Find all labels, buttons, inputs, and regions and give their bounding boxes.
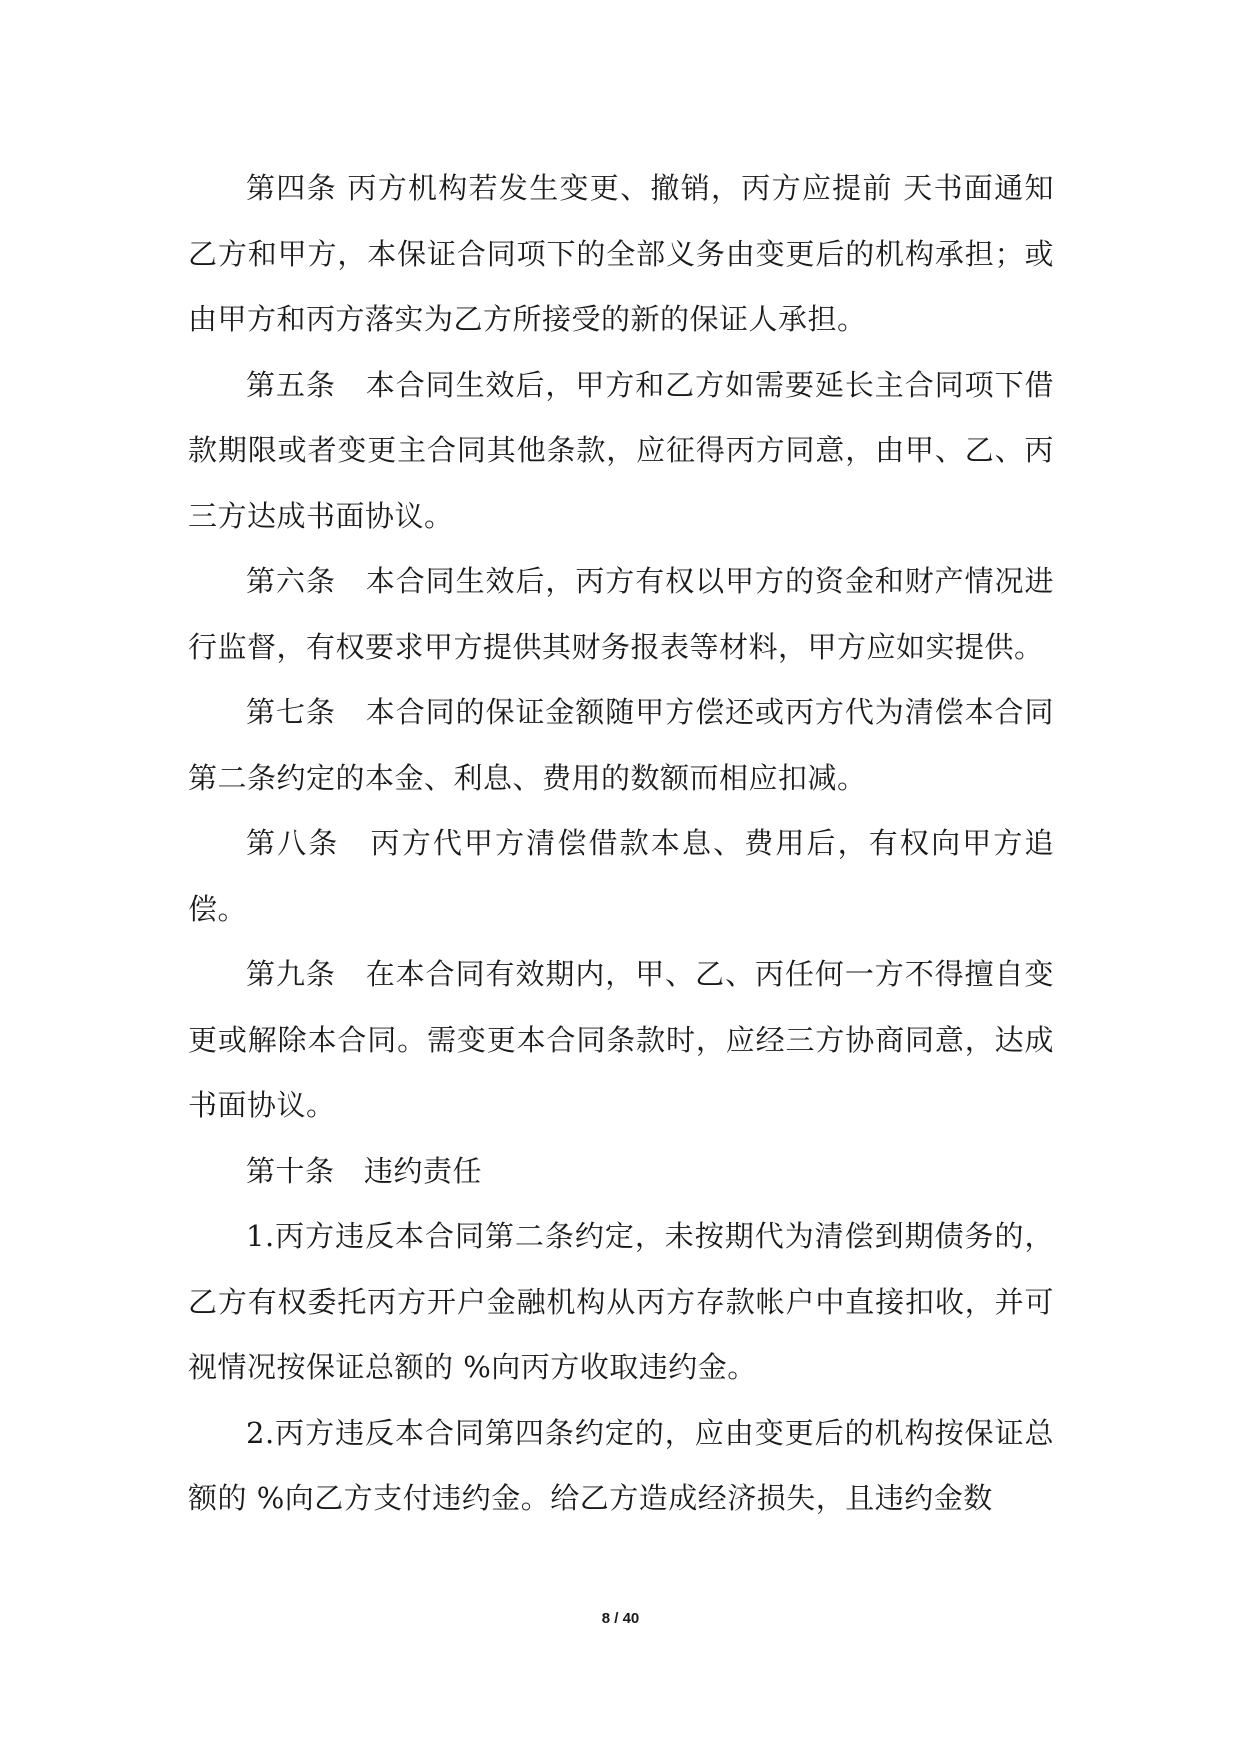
article-8-paragraph: 第八条 丙方代甲方清偿借款本息、费用后，有权向甲方追偿。 <box>188 826 1054 926</box>
article-7-paragraph: 第七条 本合同的保证金额随甲方偿还或丙方代为清偿本合同第二条约定的本金、利息、费用的数额而相应扣减。 <box>188 695 1054 795</box>
article-10-clause-2: 2.丙方违反本合同第四条约定的，应由变更后的机构按保证总额的 %向乙方支付违约金。给乙方造成经济损失，且违约金数 <box>188 1415 1054 1515</box>
article-9-paragraph: 第九条 在本合同有效期内，甲、乙、丙任何一方不得擅自变更或解除本合同。需变更本合同条款时，应经三方协商同意，达成书面协议。 <box>188 957 1054 1122</box>
document-body <box>188 156 1054 1532</box>
article-5-paragraph: 第五条 本合同生效后，甲方和乙方如需要延长主合同项下借款期限或者变更主合同其他条款，应征得丙方同意，由甲、乙、丙三方达成书面协议。 <box>188 367 1054 533</box>
page-number: 8 / 40 <box>601 1610 640 1627</box>
article-6-paragraph: 第六条 本合同生效后，丙方有权以甲方的资金和财产情况进行监督，有权要求甲方提供其财务报表等材料，甲方应如实提供。 <box>188 564 1054 664</box>
article-10-clause-1: 1.丙方违反本合同第二条约定，未按期代为清偿到期债务的，乙方有权委托丙方开户金融机构从丙方存款帐户中直接扣收，并可视情况按保证总额的 %向丙方收取违约金。 <box>188 1219 1054 1384</box>
article-10-heading: 第十条 违约责任 <box>246 1153 483 1188</box>
article-4-paragraph: 第四条 丙方机构若发生变更、撤销，丙方应提前 天书面通知乙方和甲方，本保证合同项下的全部义务由变更后的机构承担；或由甲方和丙方落实为乙方所接受的新的保证人承担。 <box>188 171 1054 336</box>
